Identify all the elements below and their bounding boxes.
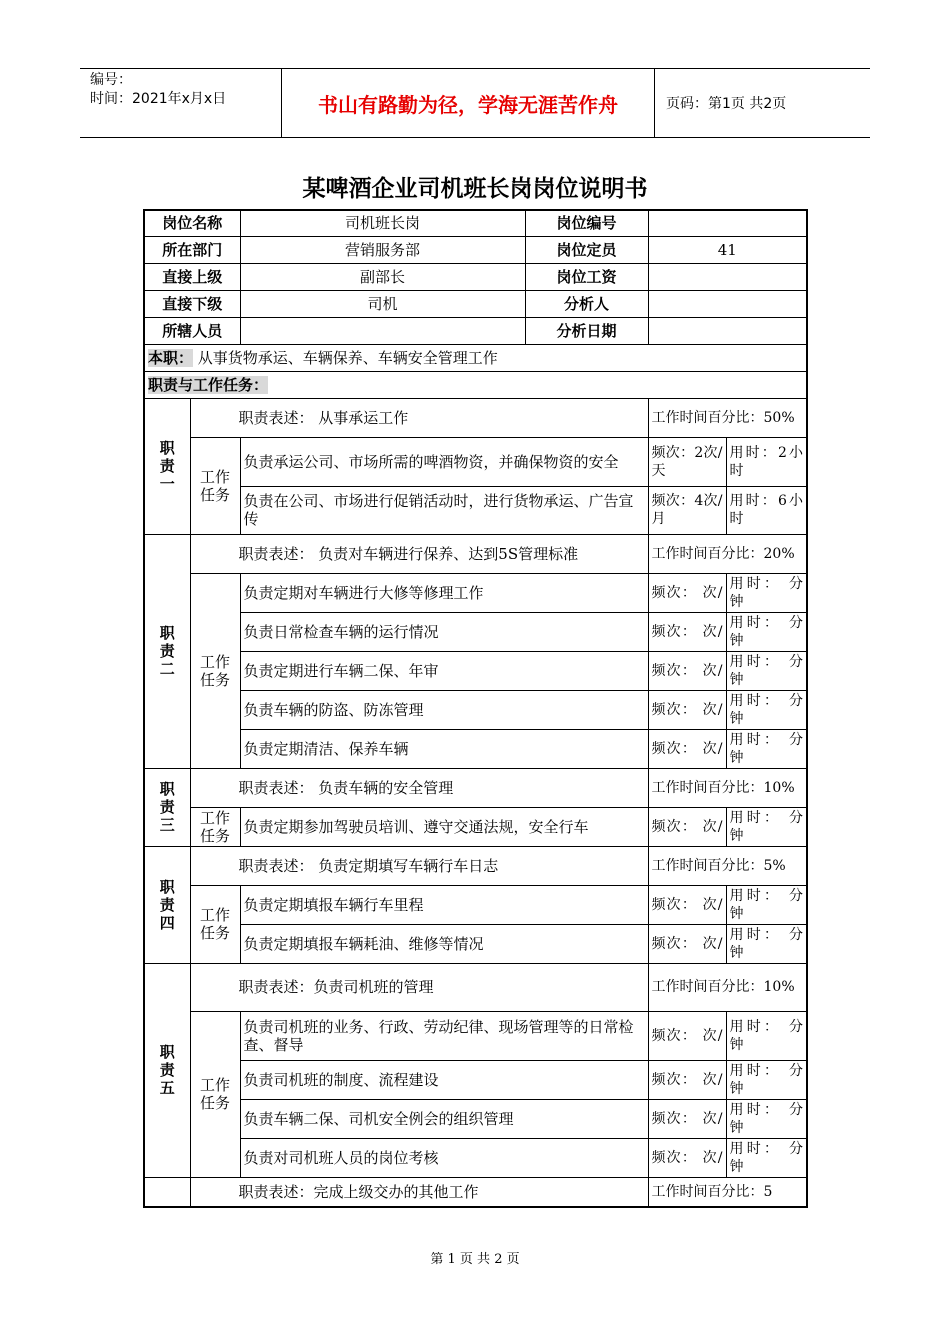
dept-value: 营销服务部 (240, 236, 525, 263)
managed-label: 所辖人员 (144, 317, 240, 344)
work-task-label: 工作 任务 (190, 437, 240, 534)
task-duration: 用时：2小时 (726, 437, 807, 486)
subordinate-label: 直接下级 (144, 290, 240, 317)
task-duration: 用时： 分钟 (726, 573, 807, 612)
task-text: 负责定期参加驾驶员培训、遵守交通法规，安全行车 (240, 807, 648, 846)
task-text: 负责定期填报车辆耗油、维修等情况 (240, 924, 648, 963)
analysis-date-value (648, 317, 807, 344)
work-task-label: 工作 任务 (190, 573, 240, 768)
salary-value (648, 263, 807, 290)
task-frequency: 频次：4次/月 (648, 486, 726, 534)
post-no-value (648, 210, 807, 236)
subordinate-value: 司机 (240, 290, 525, 317)
duty-description: 职责表述：完成上级交办的其他工作 (190, 1177, 648, 1207)
task-duration: 用时： 分钟 (726, 924, 807, 963)
task-duration: 用时： 分钟 (726, 729, 807, 768)
header-page-info: 页码：第1页 共2页 (666, 96, 787, 112)
duty-description: 职责表述： 负责车辆的安全管理 (190, 768, 648, 807)
task-duration: 用时： 分钟 (726, 690, 807, 729)
duty-description: 职责表述：负责司机班的管理 (190, 963, 648, 1011)
task-frequency: 频次： 次/ (648, 612, 726, 651)
task-duration: 用时： 分钟 (726, 1060, 807, 1099)
task-duration: 用时： 分钟 (726, 651, 807, 690)
quota-label: 岗位定员 (525, 236, 648, 263)
task-duration: 用时： 分钟 (726, 1011, 807, 1060)
duty-text: 从事货物承运、车辆保养、车辆安全管理工作 (197, 348, 498, 367)
duty-section-name: 职 责 五 (144, 963, 190, 1177)
duty-section-name: 职 责 四 (144, 846, 190, 963)
task-frequency: 频次： 次/ (648, 1011, 726, 1060)
analysis-date-label: 分析日期 (525, 317, 648, 344)
code-label: 编号： (90, 72, 132, 88)
work-task-label: 工作 任务 (190, 1011, 240, 1177)
task-frequency: 频次： 次/ (648, 729, 726, 768)
time-label: 时间：2021年x月x日 (90, 91, 227, 107)
page-header (80, 68, 870, 138)
document-title: 某啤酒企业司机班长岗岗位说明书 (302, 176, 648, 202)
duty-description: 职责表述： 负责对车辆进行保养、达到5S管理标准 (190, 534, 648, 573)
task-text: 负责承运公司、市场所需的啤酒物资，并确保物资的安全 (240, 437, 648, 486)
duty-time-percentage: 工作时间百分比：10% (648, 963, 807, 1011)
duty-description: 职责表述： 从事承运工作 (190, 398, 648, 437)
task-text: 负责司机班的制度、流程建设 (240, 1060, 648, 1099)
duty-section-name (144, 1177, 190, 1207)
task-text: 负责车辆二保、司机安全例会的组织管理 (240, 1099, 648, 1138)
task-frequency: 频次： 次/ (648, 807, 726, 846)
task-frequency: 频次： 次/ (648, 690, 726, 729)
post-no-label: 岗位编号 (525, 210, 648, 236)
task-duration: 用时： 分钟 (726, 807, 807, 846)
task-duration: 用时： 分钟 (726, 612, 807, 651)
task-text: 负责定期清洁、保养车辆 (240, 729, 648, 768)
task-frequency: 频次： 次/ (648, 924, 726, 963)
post-name-label: 岗位名称 (144, 210, 240, 236)
task-frequency: 频次： 次/ (648, 885, 726, 924)
task-duration: 用时：6小时 (726, 486, 807, 534)
duty-time-percentage: 工作时间百分比：5% (648, 846, 807, 885)
duty-time-percentage: 工作时间百分比：20% (648, 534, 807, 573)
superior-label: 直接上级 (144, 263, 240, 290)
header-meta (80, 69, 282, 137)
task-frequency: 频次： 次/ (648, 1060, 726, 1099)
duty-section-name: 职 责 三 (144, 768, 190, 846)
duty-time-percentage: 工作时间百分比：50% (648, 398, 807, 437)
work-task-label: 工作 任务 (190, 885, 240, 963)
task-text: 负责司机班的业务、行政、劳动纪律、现场管理等的日常检查、督导 (240, 1011, 648, 1060)
task-text: 负责车辆的防盗、防冻管理 (240, 690, 648, 729)
duty-section-name: 职 责 一 (144, 398, 190, 534)
tasks-header-row (144, 371, 807, 398)
analyst-label: 分析人 (525, 290, 648, 317)
job-description-table (143, 209, 808, 1208)
task-frequency: 频次： 次/ (648, 573, 726, 612)
analyst-value (648, 290, 807, 317)
task-duration: 用时： 分钟 (726, 1099, 807, 1138)
task-text: 负责对司机班人员的岗位考核 (240, 1138, 648, 1177)
tasks-header: 职责与工作任务： (148, 375, 269, 394)
task-duration: 用时： 分钟 (726, 1138, 807, 1177)
task-frequency: 频次：2次/天 (648, 437, 726, 486)
work-task-label: 工作 任务 (190, 807, 240, 846)
page-footer: 第 1 页 共 2 页 (430, 1252, 520, 1267)
managed-value (240, 317, 525, 344)
task-text: 负责在公司、市场进行促销活动时，进行货物承运、广告宣传 (240, 486, 648, 534)
post-name-value: 司机班长岗 (240, 210, 525, 236)
superior-value: 副部长 (240, 263, 525, 290)
task-text: 负责定期进行车辆二保、年审 (240, 651, 648, 690)
duty-time-percentage: 工作时间百分比：5 (648, 1177, 807, 1207)
duty-description: 职责表述： 负责定期填写车辆行车日志 (190, 846, 648, 885)
quota-value: 41 (648, 236, 807, 263)
task-text: 负责日常检查车辆的运行情况 (240, 612, 648, 651)
dept-label: 所在部门 (144, 236, 240, 263)
header-motto: 书山有路勤为径，学海无涯苦作舟 (282, 69, 655, 137)
task-frequency: 频次： 次/ (648, 1099, 726, 1138)
task-frequency: 频次： 次/ (648, 651, 726, 690)
task-frequency: 频次： 次/ (648, 1138, 726, 1177)
task-text: 负责定期填报车辆行车里程 (240, 885, 648, 924)
salary-label: 岗位工资 (525, 263, 648, 290)
task-text: 负责定期对车辆进行大修等修理工作 (240, 573, 648, 612)
task-duration: 用时： 分钟 (726, 885, 807, 924)
duty-row (144, 344, 807, 371)
duty-time-percentage: 工作时间百分比：10% (648, 768, 807, 807)
duty-label: 本职： (148, 348, 194, 367)
duty-section-name: 职 责 二 (144, 534, 190, 768)
